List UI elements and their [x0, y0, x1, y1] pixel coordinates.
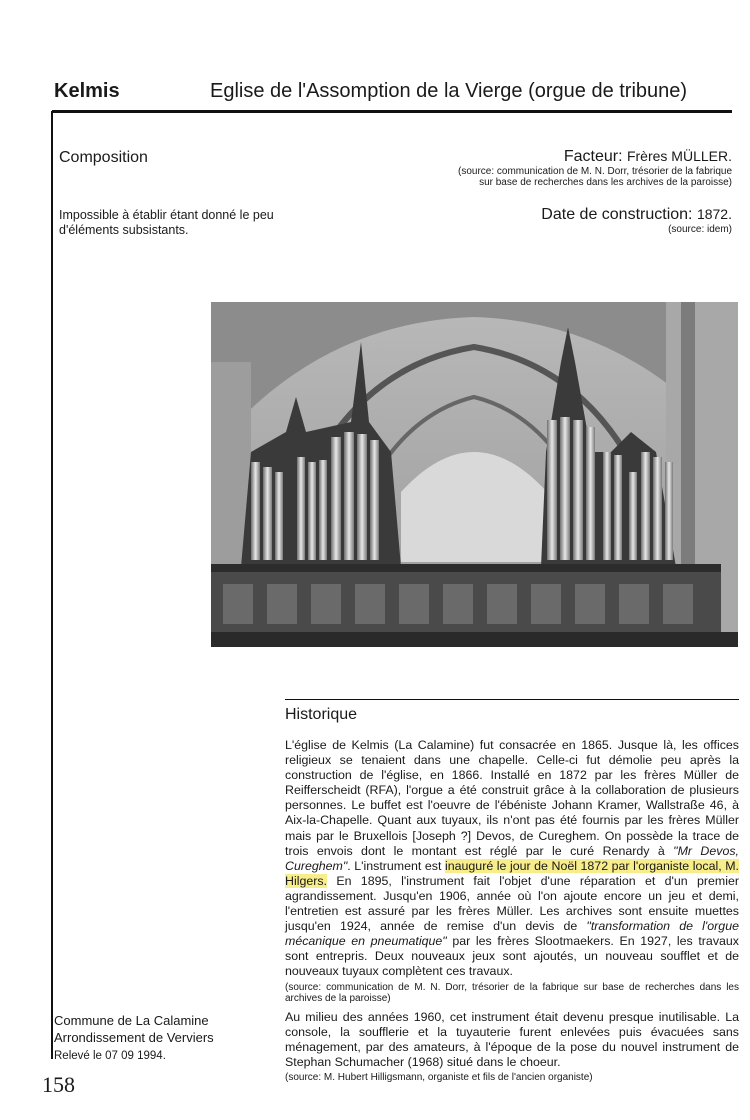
history-source: (source: communication de M. N. Dorr, trésorier de la fabrique sur base de recherches dans les archives de la paroisse)	[285, 981, 739, 1004]
composition-heading: Composition	[59, 149, 148, 166]
builder-block	[312, 148, 732, 188]
construction-label: Date de construction:	[541, 206, 693, 223]
history-body	[285, 738, 739, 1087]
survey-date: Relevé le 07 09 1994.	[54, 1050, 166, 1062]
construction-source: (source: idem)	[668, 224, 732, 235]
header-rule	[52, 110, 732, 113]
history-quote: "Mr Devos, Cureghem"	[285, 843, 739, 873]
organ-photo	[211, 302, 738, 647]
builder-label: Facteur:	[563, 148, 623, 165]
footer-arrondissement: Arrondissement de Verviers	[54, 1030, 214, 1045]
composition-text: Impossible à établir étant donné le peu d'éléments subsistants.	[59, 208, 274, 237]
highlighted-text: inauguré le jour de Noël 1872 par l'organiste local, M. Hilgers.	[285, 858, 739, 888]
construction-date-block	[312, 206, 732, 235]
place-name: Kelmis	[54, 80, 120, 102]
history-text: par les frères Slootmaekers. En 1927, les travaux sont entrepris. Deux nouveaux jeux sont ajoutés, un nouveau soufflet et de nouveaux tuyaux complètent ces travaux.	[285, 934, 739, 979]
history-rule	[285, 699, 739, 700]
history-paragraph-2	[285, 1010, 739, 1083]
page-number: 158	[42, 1072, 75, 1097]
history-quote: "transformation de l'orgue mécanique en pneumatique"	[285, 919, 739, 949]
footer-location	[54, 1012, 214, 1046]
page-title: Eglise de l'Assomption de la Vierge (orgue de tribune)	[210, 80, 688, 102]
builder-source: (source: communication de M. N. Dorr, trésorier de la fabrique sur base de recherches dans les archives de la paroisse)	[458, 166, 732, 188]
builder-value: Frères MÜLLER.	[626, 148, 732, 164]
history-source: (source: M. Hubert Hilligsmann, organiste et fils de l'ancien organiste)	[285, 1071, 593, 1083]
construction-value: 1872.	[696, 206, 732, 222]
history-text: L'église de Kelmis (La Calamine) fut consacrée en 1865. Jusque là, les offices religieux se tenaient dans une chapelle. Celle-ci fut démolie peu après la construction de l'église, en 1866. Installé en 1872 par les frères Müller de Reifferscheidt (RFA), l'orgue a été construit grâce à la collaboration de plusieurs personnes. Le buffet est l'oeuvre de l'ébéniste Johann Kramer, Wallstraße 46, à Aix-la-Chapelle. Quant aux tuyaux, ils n'ont pas été fournis par les frères Müller mais par le Bruxellois [Joseph ?] Devos, de Cureghem. On possède la trace de trois envois dont le montant est réglé par le curé Renardy à	[285, 738, 739, 858]
history-paragraph-1	[285, 738, 739, 1004]
footer-commune: Commune de La Calamine	[54, 1013, 209, 1028]
history-text: En 1895, l'instrument fait l'objet d'une réparation et d'un premier agrandissement. Jusqu'en 1906, année où l'on ajoute encore un jeu et demi, l'entretien est assuré par les frères Müller. Les archives sont ensuite muettes jusqu'en 1924, année de remise d'un devis de	[285, 873, 739, 934]
history-heading: Historique	[285, 706, 358, 723]
history-text: . L'instrument est	[347, 858, 442, 873]
left-margin-rule	[51, 111, 53, 1059]
history-text: Au milieu des années 1960, cet instrument était devenu presque inutilisable. La console, la soufflerie et la tuyauterie furent enlevées puis évacuées sans ménagement, par des amateurs, à l'époque de la pose du nouvel instrument de Stephan Schumacher (1968) situé dans le choeur.	[285, 1009, 739, 1069]
